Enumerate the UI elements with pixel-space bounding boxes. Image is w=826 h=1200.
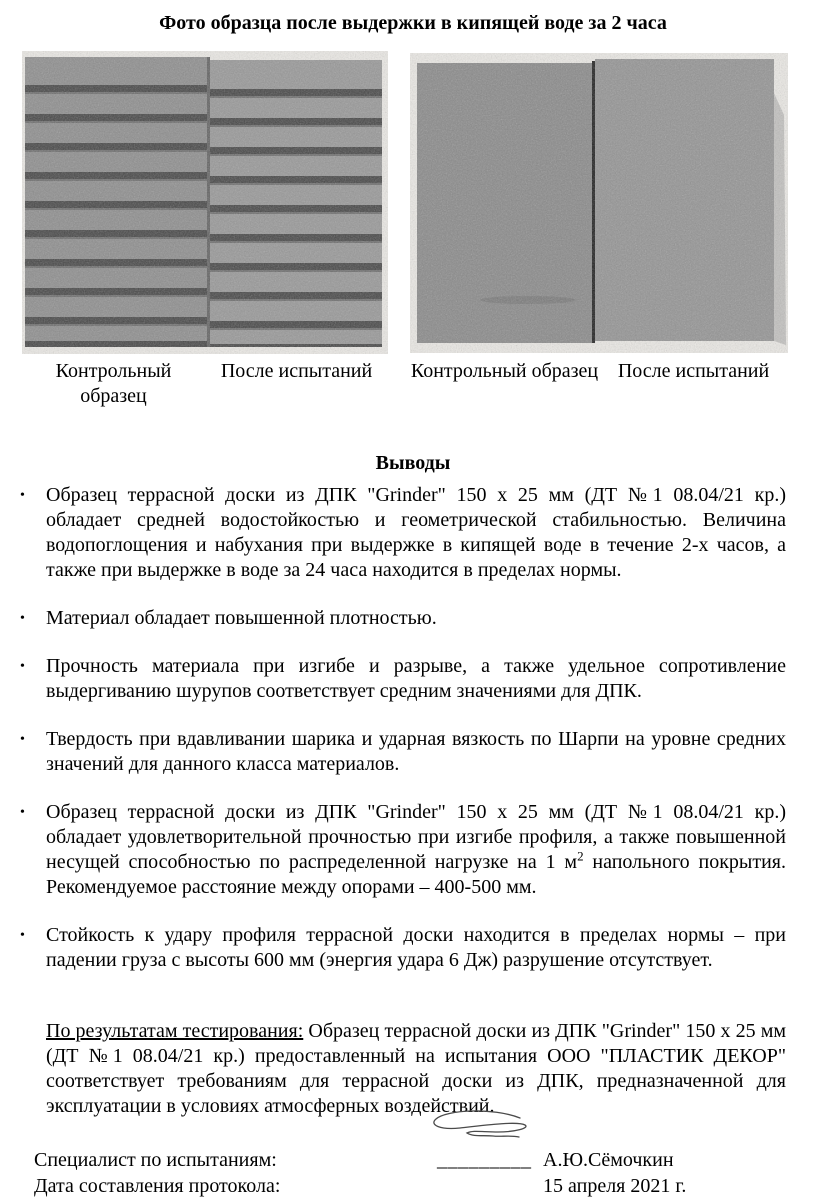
conclusions-heading: Выводы [375,452,451,474]
bullet-marker: • [20,611,25,626]
signature-line: _________ [437,1149,532,1171]
conclusion-text: Прочность материала при изгибе и разрыве, а также удельное сопротивление выдергиванию шурупов соответствует средним значениями для ДПК. [46,655,786,702]
photos-row [22,51,826,354]
conclusion-text: Образец террасной доски из ДПК "Grinder" 150 х 25 мм (ДТ №1 08.04/21 кр.) обладает средней водостойкостью и геометрической стабильностью. Величина водопоглощения и набухания при выдержке в кипящей воде в течение 2-х часов, а также при выдержке в воде за 24 часа находится в пределах нормы. [46,484,786,581]
captions-smooth [410,359,788,409]
smooth-samples-image [410,53,788,353]
bullet-marker: • [20,732,25,747]
caption-after-smooth: После испытаний [617,360,770,382]
bullet-marker: • [20,805,25,820]
conclusion-item [20,483,786,583]
conclusion-item [20,923,786,973]
conclusion-text: Образец террасной доски из ДПК "Grinder" 150 х 25 мм (ДТ №1 08.04/21 кр.) обладает удовлетворительной прочностью при изгибе профиля, а также повышенной несущей способностью по распределенной нагрузке на 1 $м^2$ напольного покрытия. Рекомендуемое расстояние между опорами – 400-500 мм. [46,801,786,898]
conclusion-text: Стойкость к удару профиля террасной доски находится в пределах нормы – при падении груза с высоты 600 мм (энергия удара 6 Дж) разрушение отсутствует. [46,924,786,971]
captions-row [22,359,826,409]
protocol-date-value: 15 апреля 2021 г. [543,1175,687,1197]
caption-control-smooth: Контрольный образец [410,360,599,382]
test-result-summary [46,1019,786,1119]
conclusion-text: Материал обладает повышенной плотностью. [46,607,437,629]
summary-lead: По результатам тестирования: [46,1020,304,1042]
conclusion-text: Твердость при вдавливании шарика и ударная вязкость по Шарпи на уровне средних значений для данного класса материалов. [46,728,786,775]
caption-after-grooved: После испытаний [220,360,373,382]
captions-grooved [22,359,388,409]
conclusion-item [20,800,786,900]
photo-grain [410,53,788,353]
bullet-marker: • [20,659,25,674]
photo-grooved-samples [22,51,388,354]
caption-control-grooved: Контрольный образец [55,360,172,407]
specialist-name: А.Ю.Сёмочкин [543,1149,674,1171]
specialist-label: Специалист по испытаниям: [34,1149,277,1171]
document-title: Фото образца после выдержки в кипящей воде за 2 часа [159,12,667,34]
photo-smooth-samples [410,53,788,353]
bullet-marker: • [20,488,25,503]
signature-scribble [424,1104,536,1150]
conclusion-item [20,654,786,704]
grooved-samples-image [22,51,388,354]
summary-text: Образец террасной доски из ДПК "Grinder" 150 х 25 мм (ДТ №1 08.04/21 кр.) предоставленный на испытания ООО "ПЛАСТИК ДЕКОР" соответствует требованиям для террасной доски из ДПК, предназначенной для эксплуатации в условиях атмосферных воздействий. [46,1020,787,1117]
superscript-two: 2 [577,848,584,864]
photo-grain [22,51,388,354]
conclusion-item [20,606,786,631]
bullet-marker: • [20,928,25,943]
protocol-date-label: Дата составления протокола: [34,1175,281,1197]
conclusion-item [20,727,786,777]
conclusions-list [20,483,786,973]
